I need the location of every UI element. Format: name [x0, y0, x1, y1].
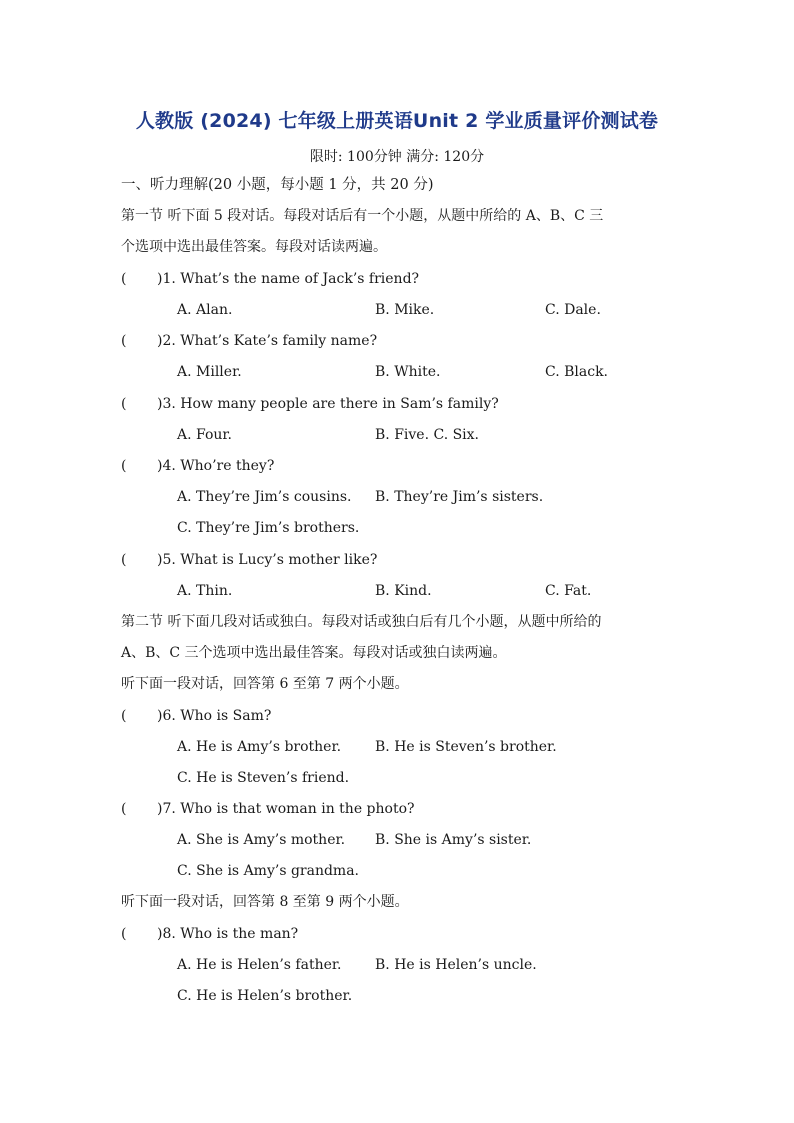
answer-blank: ( — [121, 271, 127, 287]
question-3 — [121, 394, 499, 414]
question-8-option-b: B. He is Helen’s uncle. — [375, 957, 537, 973]
section2-instruction-line2: A、B、C 三个选项中选出最佳答案。每段对话或独白读两遍。 — [121, 645, 507, 661]
question-3-option-b-c: B. Five. C. Six. — [375, 427, 480, 443]
question-1-option-a: A. Alan. — [177, 302, 233, 318]
question-5 — [121, 550, 377, 570]
question-2-stem: )2. What’s Kate’s family name? — [157, 333, 378, 349]
answer-blank: ( — [121, 333, 127, 349]
question-7 — [121, 799, 415, 819]
question-8-stem: )8. Who is the man? — [157, 926, 299, 942]
question-8 — [121, 924, 298, 944]
answer-blank: ( — [121, 926, 127, 942]
question-6-option-b: B. He is Steven’s brother. — [375, 739, 557, 755]
part1-heading: 一、听力理解(20 小题，每小题 1 分，共 20 分) — [121, 177, 434, 193]
question-2-option-a: A. Miller. — [177, 364, 242, 380]
question-7-stem: )7. Who is that woman in the photo? — [157, 801, 415, 817]
section1-instruction-line2: 个选项中选出最佳答案。每段对话读两遍。 — [121, 239, 387, 255]
question-2 — [121, 331, 377, 351]
question-5-stem: )5. What is Lucy’s mother like? — [157, 552, 378, 568]
question-4-stem: )4. Who’re they? — [157, 458, 275, 474]
time-score-info: 限时: 100分钟 满分: 120分 — [309, 149, 485, 165]
section1-instruction-line1: 第一节 听下面 5 段对话。每段对话后有一个小题，从题中所给的 A、B、C 三 — [121, 208, 604, 224]
question-7-option-a: A. She is Amy’s mother. — [177, 832, 346, 848]
group-8-9-instruction: 听下面一段对话，回答第 8 至第 9 两个小题。 — [121, 894, 409, 910]
section2-instruction-line1: 第二节 听下面几段对话或独白。每段对话或独白后有几个小题，从题中所给的 — [121, 614, 602, 630]
question-5-option-a: A. Thin. — [177, 583, 233, 599]
question-2-option-b: B. White. — [375, 364, 441, 380]
answer-blank: ( — [121, 801, 127, 817]
question-4 — [121, 456, 274, 476]
question-3-option-a: A. Four. — [177, 427, 233, 443]
question-6-option-a: A. He is Amy’s brother. — [177, 739, 342, 755]
question-6 — [121, 706, 271, 726]
question-5-option-c: C. Fat. — [545, 583, 592, 599]
page-title: 人教版 (2024) 七年级上册英语Unit 2 学业质量评价测试卷 — [135, 110, 659, 132]
answer-blank: ( — [121, 708, 127, 724]
question-2-option-c: C. Black. — [545, 364, 608, 380]
question-4-option-a: A. They’re Jim’s cousins. — [177, 489, 352, 505]
question-6-stem: )6. Who is Sam? — [157, 708, 272, 724]
question-7-option-c: C. She is Amy’s grandma. — [177, 863, 359, 879]
question-4-option-c: C. They’re Jim’s brothers. — [177, 520, 360, 536]
question-8-option-c: C. He is Helen’s brother. — [177, 988, 353, 1004]
question-7-option-b: B. She is Amy’s sister. — [375, 832, 532, 848]
question-6-option-c: C. He is Steven’s friend. — [177, 770, 350, 786]
question-5-option-b: B. Kind. — [375, 583, 432, 599]
question-8-option-a: A. He is Helen’s father. — [177, 957, 342, 973]
answer-blank: ( — [121, 396, 127, 412]
question-1-option-c: C. Dale. — [545, 302, 601, 318]
group-6-7-instruction: 听下面一段对话，回答第 6 至第 7 两个小题。 — [121, 676, 409, 692]
question-4-option-b: B. They’re Jim’s sisters. — [375, 489, 544, 505]
question-1 — [121, 269, 419, 289]
answer-blank: ( — [121, 552, 127, 568]
question-1-option-b: B. Mike. — [375, 302, 435, 318]
question-3-stem: )3. How many people are there in Sam’s family? — [157, 396, 499, 412]
question-1-stem: )1. What’s the name of Jack’s friend? — [157, 271, 420, 287]
answer-blank: ( — [121, 458, 127, 474]
